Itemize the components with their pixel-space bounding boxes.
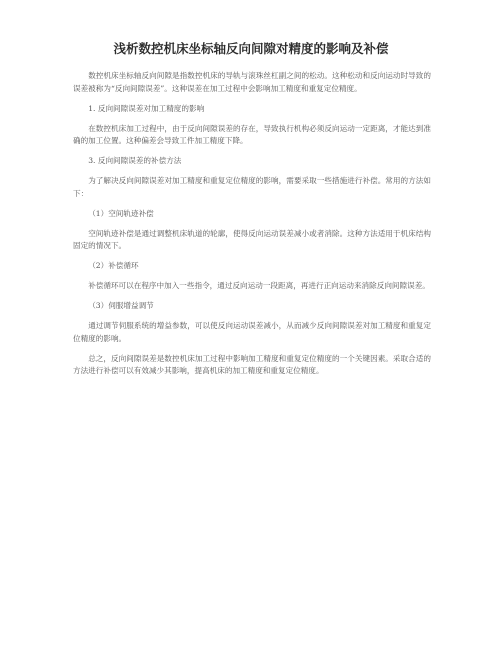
method-2-heading: （2）补偿循环 — [88, 261, 139, 270]
section-1-heading: 1. 反向间隙误差对加工精度的影响 — [88, 103, 205, 113]
method-1-paragraph: 空间轨迹补偿是通过调整机床轨道的轮廓，使得反向运动误差减小或者消除。这种方法适用于机床结构固定的情况下。 — [73, 228, 431, 250]
conclusion-paragraph: 总之，反向间隙误差是数控机床加工过程中影响加工精度和重复定位精度的一个关键因素。采取合适的方法进行补偿可以有效减少其影响，提高机床的加工精度和重复定位精度。 — [73, 353, 431, 375]
intro-paragraph: 数控机床坐标轴反向间隙是指数控机床的导轨与滚珠丝杠副之间的松动。这种松动和反向运动时导致的误差被称为“反向间隙误差”。这种误差在加工过程中会影响加工精度和重复定位精度。 — [73, 71, 431, 93]
section-3-heading: 3. 反向间隙误差的补偿方法 — [88, 156, 182, 165]
section-3-paragraph: 为了解决反向间隙误差对加工精度和重复定位精度的影响，需要采取一些措施进行补偿。常用的方法如下： — [73, 176, 431, 198]
method-3-paragraph: 通过调节伺服系统的增益参数，可以使反向运动误差减小，从而减少反向间隙误差对加工精度和重复定位精度的影响。 — [73, 321, 431, 343]
method-1-heading: （1）空间轨迹补偿 — [88, 208, 154, 218]
document-title: 浅析数控机床坐标轴反向间隙对精度的影响及补偿 — [113, 41, 389, 56]
document-body — [73, 70, 431, 385]
method-2-paragraph: 补偿循环可以在程序中加入一些指令，通过反向运动一段距离，再进行正向运动来消除反向间隙误差。 — [88, 281, 430, 290]
method-3-heading: （3）伺服增益调节 — [88, 301, 154, 310]
section-1-paragraph: 在数控机床加工过程中，由于反向间隙误差的存在，导致执行机构必须反向运动一定距离，才能达到准确的加工位置。这种偏差会导致工件加工精度下降。 — [73, 123, 431, 145]
